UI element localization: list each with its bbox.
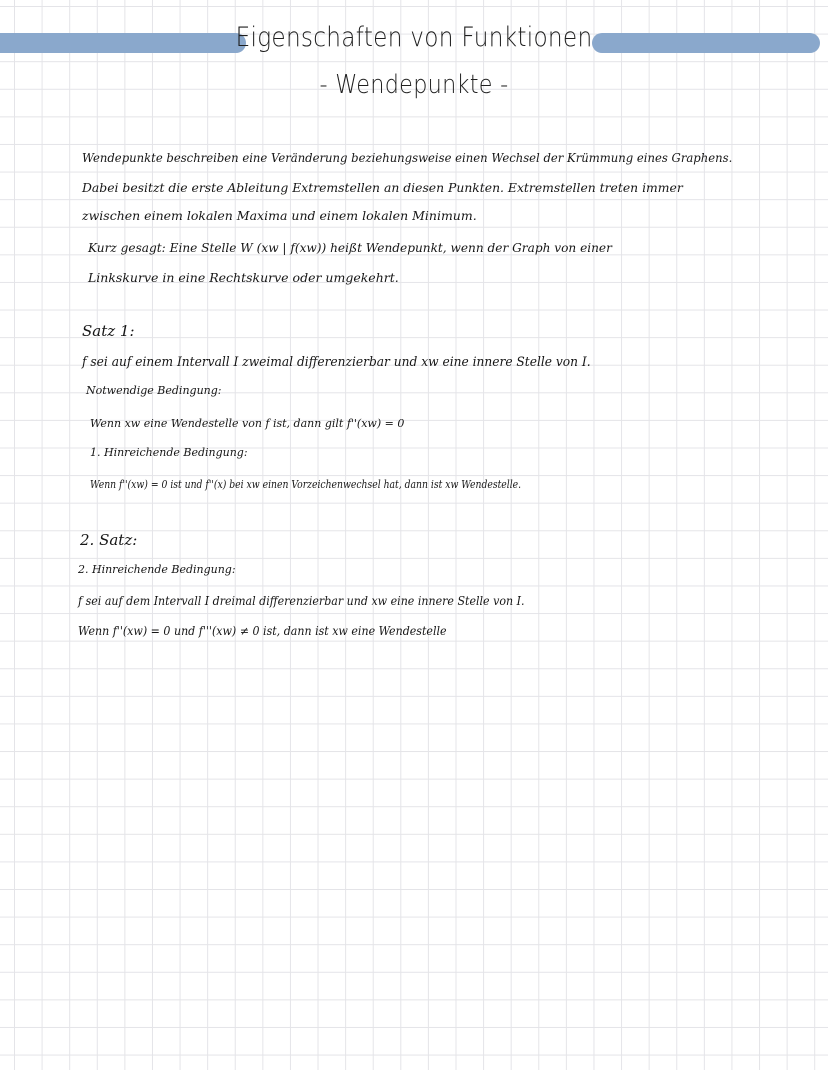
- intro-line: zwischen einem lokalen Maxima und einem lokalen Minimum.: [82, 208, 477, 223]
- intro-line: Linkskurve in eine Rechtskurve oder umgekehrt.: [88, 270, 399, 285]
- satz-2-line: f sei auf dem Intervall I dreimal differenzierbar und xw eine innere Stelle von I.: [78, 594, 525, 608]
- satz-2-line: 2. Hinreichende Bedingung:: [78, 563, 236, 576]
- intro-line: Dabei besitzt die erste Ableitung Extremstellen an diesen Punkten. Extremstellen treten immer: [82, 180, 683, 195]
- satz-1-line: Wenn xw eine Wendestelle von f ist, dann gilt f''(xw) = 0: [90, 417, 405, 430]
- satz-1-line: 1. Hinreichende Bedingung:: [90, 446, 248, 459]
- page-subtitle: - Wendepunkte -: [319, 70, 509, 100]
- satz-1-heading: Satz 1:: [82, 322, 135, 340]
- satz-1-line: Notwendige Bedingung:: [86, 384, 222, 397]
- page-title: Eigenschaften von Funktionen: [235, 22, 593, 53]
- intro-line: Kurz gesagt: Eine Stelle W (xw | f(xw)) heißt Wendepunkt, wenn der Graph von einer: [88, 240, 612, 255]
- satz-1-line: f sei auf einem Intervall I zweimal differenzierbar und xw eine innere Stelle von I.: [82, 355, 591, 370]
- intro-line: Wendepunkte beschreiben eine Veränderung beziehungsweise einen Wechsel der Krümmung eines Graphens.: [82, 150, 733, 165]
- satz-2-line: Wenn f''(xw) = 0 und f'''(xw) ≠ 0 ist, dann ist xw eine Wendestelle: [78, 624, 447, 638]
- satz-2-heading: 2. Satz:: [80, 531, 138, 549]
- satz-1-line: Wenn f''(xw) = 0 ist und f''(x) bei xw einen Vorzeichenwechsel hat, dann ist xw Wendestelle.: [90, 478, 522, 491]
